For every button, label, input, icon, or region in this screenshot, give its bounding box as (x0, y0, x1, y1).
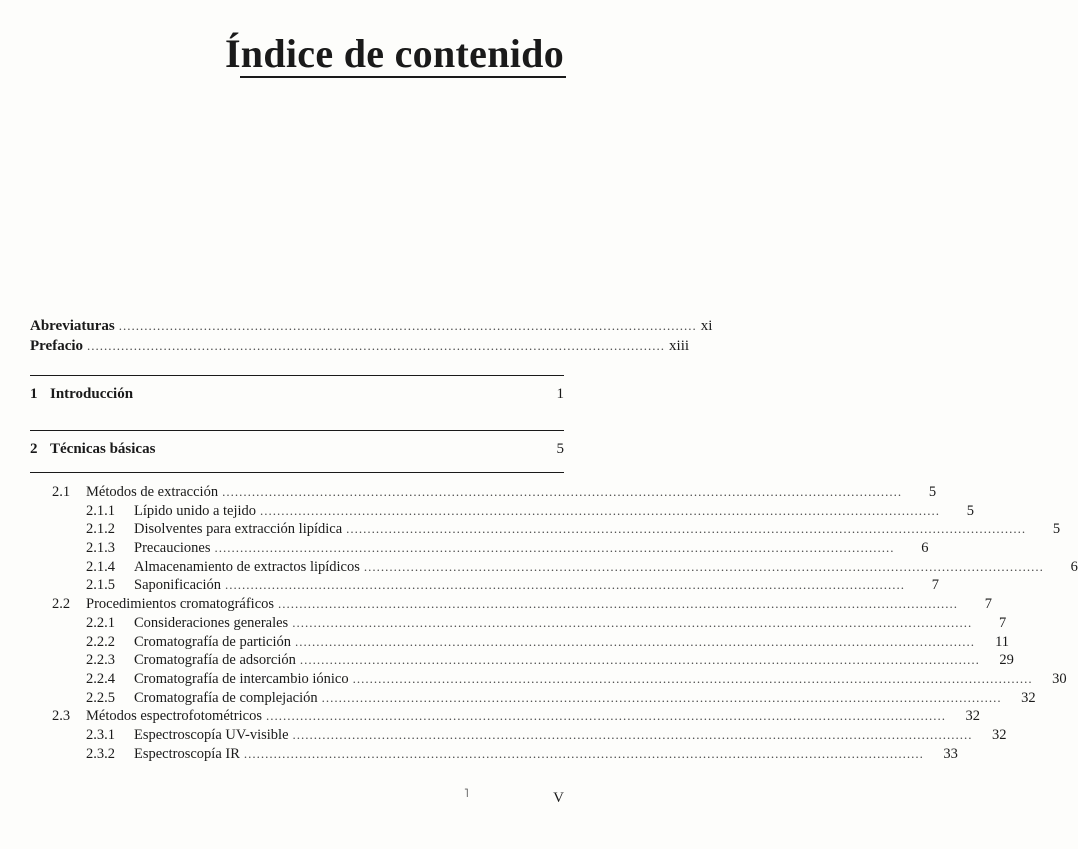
section-page: 32 (1021, 689, 1036, 706)
toc-entry (30, 558, 1078, 578)
chapter-entry (30, 375, 564, 403)
section-page: 30 (1052, 670, 1067, 687)
section-page: 32 (992, 726, 1007, 743)
section-page: 5 (1052, 521, 1061, 538)
chapter-title: Técnicas básicas (50, 441, 156, 457)
section-number: 2.1 (52, 484, 71, 500)
dot-leader: ................................................................................................................................................................ (265, 708, 946, 724)
chapter-page: 5 (556, 441, 564, 457)
dot-leader: ................................................................................................................................................................ (292, 614, 973, 630)
section-title: Cromatografía de intercambio iónico (134, 670, 349, 687)
toc-entry (30, 521, 1061, 540)
section-title: Cromatografía de adsorción (134, 652, 296, 669)
section-page: 6 (921, 540, 929, 557)
toc-entry (30, 689, 1036, 709)
section-page: 33 (943, 745, 958, 762)
page-number: V (553, 790, 564, 806)
toc-entry (30, 726, 1007, 746)
section-page: 5 (966, 502, 975, 519)
chapter-entry (30, 430, 564, 458)
chapter-page: 1 (556, 386, 564, 402)
front-matter-list (30, 318, 713, 358)
section-page: 7 (931, 577, 939, 594)
toc-entry (30, 652, 1014, 671)
dot-leader: ................................................................................................................................................................ (260, 502, 941, 518)
section-page: 11 (995, 633, 1010, 650)
section-title: Procedimientos cromatográficos (86, 596, 275, 613)
toc-entry (30, 596, 993, 615)
section-page: 6 (1070, 558, 1078, 575)
front-matter-entry (30, 338, 690, 358)
section-title: Lípido unido a tejido (134, 502, 257, 519)
dot-leader: ................................................................................................................................................................ (278, 596, 959, 612)
dot-leader: ........................................................................................................................................ (118, 318, 697, 333)
section-number: 2.1.1 (86, 502, 115, 519)
section-number: 2.2.1 (86, 614, 115, 631)
section-number: 2.2.4 (86, 670, 115, 687)
section-number: 2.3.1 (86, 726, 115, 743)
section-title: Disolventes para extracción lipídica (134, 521, 343, 538)
dot-leader: ........................................................................................................................................ (87, 338, 666, 353)
chapter-divider (30, 472, 564, 473)
dot-leader: ................................................................................................................................................................ (224, 577, 905, 593)
section-list (30, 484, 1078, 764)
chapter-number: 2 (30, 441, 38, 457)
dot-leader: ................................................................................................................................................................ (295, 633, 976, 649)
section-title: Saponificación (134, 577, 221, 594)
section-title: Precauciones (134, 540, 211, 557)
toc-entry (30, 484, 937, 503)
section-page: 32 (965, 708, 980, 725)
page-title: Índice de contenido (224, 31, 564, 76)
section-page: 29 (999, 652, 1014, 669)
section-number: 2.3.2 (86, 745, 115, 762)
section-number: 2.2.5 (86, 689, 115, 706)
toc-entry (30, 577, 939, 596)
section-title: Espectroscopía UV-visible (134, 726, 289, 743)
section-number: 2.1.3 (86, 540, 115, 557)
dot-leader: ................................................................................................................................................................ (292, 726, 973, 742)
toc-entry (30, 540, 929, 559)
dot-leader: ................................................................................................................................................................ (346, 521, 1027, 537)
front-matter-page: xiii (669, 338, 690, 354)
chapter-title: Introducción (50, 386, 134, 402)
dot-leader: ................................................................................................................................................................ (243, 745, 924, 761)
dot-leader: ................................................................................................................................................................ (321, 689, 1002, 705)
front-matter-label: Abreviaturas (30, 318, 115, 334)
title-underline (240, 76, 566, 78)
section-title: Métodos espectrofotométricos (86, 708, 262, 725)
toc-entry (30, 670, 1067, 690)
dot-leader: ................................................................................................................................................................ (363, 558, 1044, 574)
toc-entry (30, 745, 958, 765)
section-number: 2.2.3 (86, 652, 115, 669)
section-title: Métodos de extracción (86, 484, 219, 500)
section-number: 2.2.2 (86, 633, 115, 650)
section-number: 2.2 (52, 596, 71, 613)
toc-entry (30, 502, 975, 522)
dot-leader: ................................................................................................................................................................ (299, 652, 980, 668)
section-number: 2.3 (52, 708, 71, 725)
section-title: Cromatografía de complejación (134, 689, 318, 706)
margin-mark: ˥ (464, 786, 469, 800)
front-matter-page: xi (700, 318, 713, 334)
dot-leader: ................................................................................................................................................................ (352, 670, 1033, 686)
front-matter-entry (30, 318, 713, 338)
section-title: Consideraciones generales (134, 614, 289, 631)
section-number: 2.1.2 (86, 521, 115, 538)
chapter-number: 1 (30, 386, 38, 402)
section-title: Cromatografía de partición (134, 633, 292, 650)
section-number: 2.1.5 (86, 577, 115, 594)
dot-leader: ................................................................................................................................................................ (214, 540, 895, 556)
section-page: 7 (998, 614, 1007, 631)
section-page: 7 (984, 596, 993, 613)
section-title: Almacenamiento de extractos lipídicos (134, 558, 360, 575)
front-matter-label: Prefacio (30, 338, 84, 354)
section-number: 2.1.4 (86, 558, 115, 575)
dot-leader: ................................................................................................................................................................ (222, 484, 903, 499)
section-page: 5 (928, 484, 937, 500)
toc-entry (30, 708, 980, 727)
toc-entry (30, 633, 1010, 653)
toc-entry (30, 614, 1007, 634)
section-title: Espectroscopía IR (134, 745, 240, 762)
